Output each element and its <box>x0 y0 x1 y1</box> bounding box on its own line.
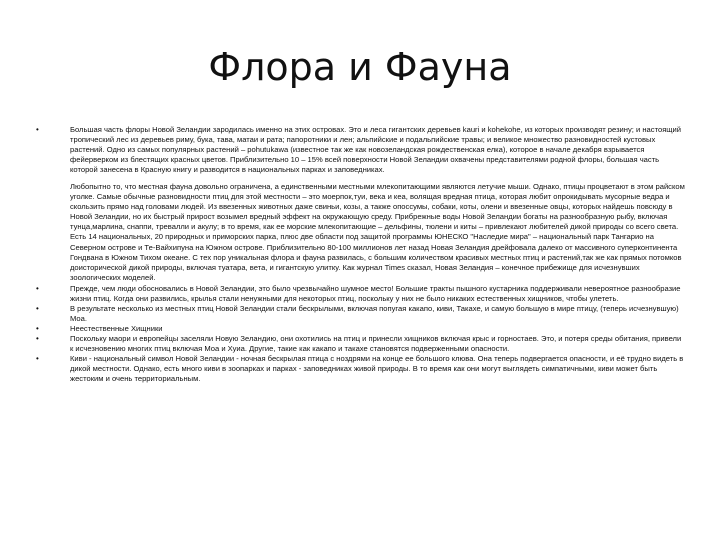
bullet-icon: • <box>36 333 39 343</box>
bullet-item <box>36 304 686 324</box>
bullet-item <box>36 125 686 175</box>
slide-content <box>36 125 686 384</box>
paragraph-text: В результате несколько из местных птиц Новой Зеландии стали бескрылыми, включая попугая какапо, киви, Такахе, и самую большую в мире птицу, (теперь исчезнувшую) Моа. <box>70 303 679 323</box>
bullet-item <box>36 354 686 384</box>
bullet-item <box>36 334 686 354</box>
paragraph <box>36 182 686 282</box>
paragraph-text: Киви - национальный символ Новой Зеландии - ночная бескрылая птица с ноздрями на конце ее большого клюва. Она теперь подвергается опасности, и её трудно видеть в дикой местности. Однако, есть много киви в зоопарках и парках - заповедниках живой природы. В то время как они могут выглядеть симпатичными, киви может быть жестоким и очень территориальным. <box>70 354 684 384</box>
paragraph-text: Большая часть флоры Новой Зеландии зародилась именно на этих островах. Это и леса гигантских деревьев kauri и kohekohe, из которых производят резину; и настоящий тропический лес из деревьев риму, бука, тава, матаи и рата; папоротники и лен; альпийские и подальпийские травы; и великое множество разновидностей кустовых растений. Одно из самых популярных растений – pohutukawa (известное так же как новозеландская рождественская елка), которое в начале декабря взрывается фейерверком из блестящих красных цветов. Приблизительно 10 – 15% всей поверхности Новой Зеландии охвачены представителями родной флоры, большая часть которой занесена в Красную книгу и разводится в национальных парках и заповедниках. <box>70 125 682 175</box>
bullet-icon: • <box>36 323 39 333</box>
bullet-icon: • <box>36 125 39 134</box>
bullet-icon: • <box>36 303 39 313</box>
paragraph-text: Неестественные Хищники <box>70 323 163 333</box>
bullet-item <box>36 324 686 334</box>
bullet-icon: • <box>36 354 39 364</box>
slide-title: Флора и Фауна <box>208 45 512 89</box>
paragraph-text: Поскольку маори и европейцы заселяли Новую Зеландию, они охотились на птиц и принесли хищников включая крыс и горностаев. Это, и потеря среды обитания, привели к исчезновению многих птиц включая Моа и Хуиа. Другие, такие как какапо и такахе становятся подверженными опасности. <box>70 333 682 353</box>
bullet-icon: • <box>36 283 39 293</box>
paragraph-text: Любопытно то, что местная фауна довольно ограничена, а единственными местными млекопитающими являются летучие мыши. Однако, птицы процветают в этом райском уголке. Самые обычные разновидности птиц для этой местности – это моерпок,туи, века и кеа, волящая вредная птица, которая любит опрокидывать мусорные ведра и скользить прямо над головами людей. Из ввезенных животных даже свиньи, козы, а также опоссумы, собаки, коты, олени и ввезенные овцы, которых найдешь повсюду в Новой Зеландии, но их быстрый прирост возымел вредный эффект на окружающую среду. Прибрежные воды Новой Зеландии богаты на разнообразную рыбу, включая тунца,марлина, снаппи, тревалли и акулу; в то время, как ее морские млекопитающие – дельфины, тюлени и киты – привлекают любителей дикой природы со всего света. Есть 14 национальных, 20 природных и приморских парка, плюс две области под защитой программы ЮНЕСКО "Наследие мира" – национальный парк Тангарио на Северном острове и Те-Вайхипуна на Южном острове. Приблизительно 80-100 миллионов лет назад Новая Зеландия дрейфовала далеко от массивного суперконтинента Гондвана в Южном Тихом океане. С тех пор уникальная флора и фауна развилась, с большим количеством красивых местных птиц и растений,так же как прямых потомков доисторической дикой природы, включая туатара, вета, и гигантскую улитку. Как журнал Times сказал, Новая Зеландия – конечное прибежище для исчезнувших зоологических моделей. <box>70 182 685 282</box>
bullet-item <box>36 284 686 304</box>
paragraph-text: Прежде, чем люди обосновались в Новой Зеландии, это было чрезвычайно шумное место! Большие тракты пышного кустарника поддерживали невероятное разнообразие жизни птиц. Когда они развились, крылья стали ненужными для некоторых птиц, поскольку у них не было никаких естественных хищников, чтобы улететь. <box>70 283 681 303</box>
